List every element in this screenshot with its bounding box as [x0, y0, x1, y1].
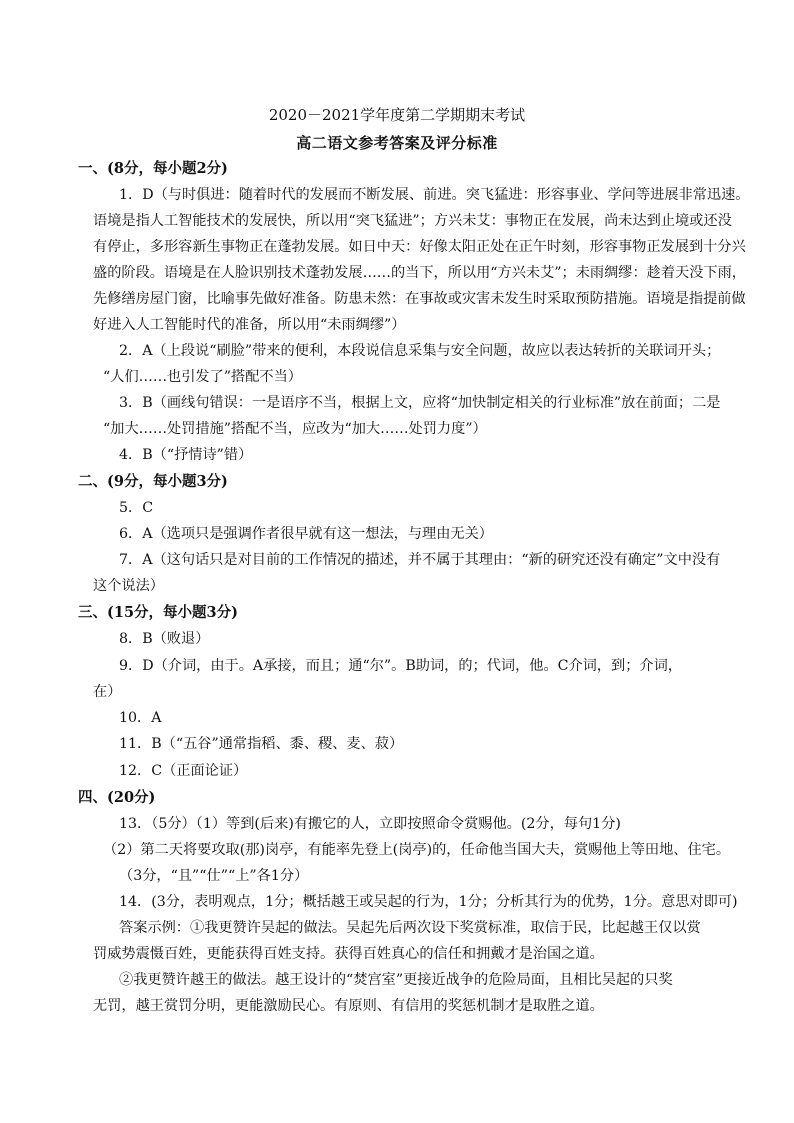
answer-line: 罚威势震慑百姓，更能获得百姓支持。获得百姓真心的信任和拥戴才是治国之道。 — [93, 946, 604, 962]
answer-line: （3分，“且”“仕”“上”各1分） — [119, 868, 309, 884]
answer-line: 12．C（正面论证） — [119, 763, 248, 779]
answer-line: 盛的阶段。语境是在人脸识别技术蓬勃发展……的当下，所以用“方兴未艾”；未雨绸缪：趁着天没下雨， — [93, 265, 746, 281]
exam-title: 2020－2021学年度第二学期期末考试 — [268, 106, 526, 124]
section-heading-4: 四、(20分) — [78, 789, 156, 806]
answer-line: 14．(3分，表明观点，1分；概括越王或吴起的行为，1分；分析其行为的优势，1分。意思对即可) — [119, 894, 738, 910]
answer-line: 5．C — [119, 500, 154, 516]
answer-line: 这个说法） — [93, 578, 164, 594]
answer-line: 7．A（这句话只是对目前的工作情况的描述，并不属于其理由：“新的研究还没有确定”文中没有 — [119, 552, 721, 568]
answer-line: 1．D（与时俱进：随着时代的发展而不断发展、前进。突飞猛进：形容事业、学问等进展非常迅速。 — [119, 187, 750, 203]
section-heading-3: 三、(15分，每小题3分) — [78, 604, 238, 621]
answer-line: 13．（5分）（1）等到(后来)有搬它的人，立即按照命令赏赐他。(2分，每句1分) — [119, 816, 621, 832]
answer-line: ②我更赞许越王的做法。越王设计的“焚宫室”更接近战争的危险局面，且相比吴起的只奖 — [119, 972, 673, 988]
answer-line: 有停止，多形容新生事物正在蓬勃发展。如日中天：好像太阳正处在正午时刻，形容事物正发展到十分兴 — [93, 239, 746, 255]
answer-line: 答案示例：①我更赞许吴起的做法。吴起先后两次设下奖赏标准，取信于民，比起越王仅以赏 — [119, 920, 701, 936]
answer-line: 8．B（败退） — [119, 631, 210, 647]
answer-line: 3．B（画线句错误：一是语序不当，根据上文，应将“加快制定相关的行业标准”放在前面；二是 — [119, 395, 721, 411]
answer-line: 好进入人工智能时代的准备，所以用“未雨绸缪”） — [93, 317, 406, 333]
answer-line: 11．B（“五谷”通常指稻、黍、稷、麦、菽） — [119, 736, 404, 752]
answer-line: 2．A（上段说“刷脸”带来的便利，本段说信息采集与安全问题，故应以表达转折的关联词开头； — [119, 343, 721, 359]
answer-line: 9．D（介词，由于。A承接，而且；通“尔”。B助词，的；代词，他。C介词，到；介词， — [119, 658, 682, 674]
exam-subtitle: 高二语文参考答案及评分标准 — [296, 134, 498, 152]
answer-line: “人们……也引发了”搭配不当） — [103, 369, 302, 385]
answer-line: 4．B（“抒情诗”错） — [119, 447, 253, 463]
answer-line: 无罚，越王赏罚分明，更能激励民心。有原则、有信用的奖惩机制才是取胜之道。 — [93, 998, 604, 1014]
section-heading-2: 二、(9分，每小题3分) — [78, 473, 228, 490]
answer-line: 在） — [93, 684, 122, 700]
answer-line: “加大……处罚措施”搭配不当，应改为“加大……处罚力度”） — [103, 421, 487, 437]
answer-line: 语境是指人工智能技术的发展快，所以用“突飞猛进”；方兴未艾：事物正在发展，尚未达到止境或还没 — [93, 213, 732, 229]
answer-line: 10．A — [119, 710, 162, 726]
answer-line: 6．A（选项只是强调作者很早就有这一想法，与理由无关） — [119, 526, 493, 542]
section-heading-1: 一、(8分，每小题2分) — [78, 160, 228, 177]
answer-line: 先修缮房屋门窗，比喻事先做好准备。防患未然：在事故或灾害未发生时采取预防措施。语境是指提前做 — [93, 291, 746, 307]
answer-line: （2）第二天将要攻取(那)岗亭，有能率先登上(岗亭)的，任命他当国大夫，赏赐他上等田地、住宅。 — [103, 842, 731, 858]
